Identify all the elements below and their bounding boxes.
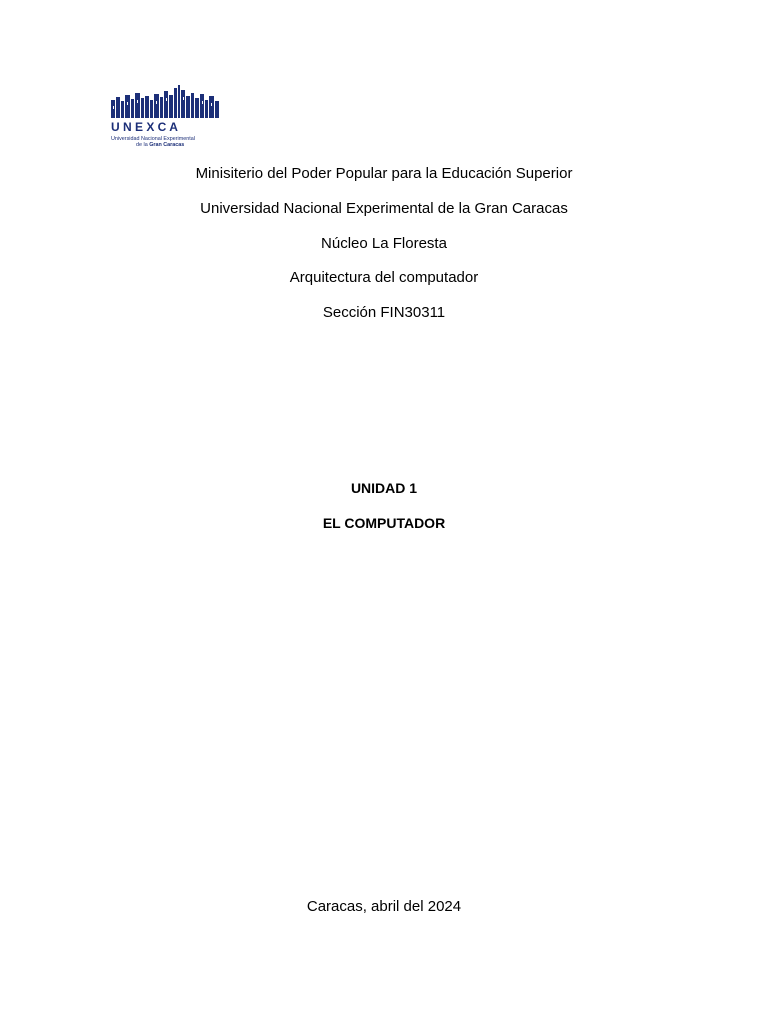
ministry-line: Minisiterio del Poder Popular para la Educación Superior — [195, 165, 573, 182]
campus-line: Núcleo La Floresta — [321, 235, 447, 252]
place-date-footer: Caracas, abril del 2024 — [306, 898, 462, 915]
topic-title: EL COMPUTADOR — [322, 515, 446, 531]
course-line: Arquitectura del computador — [289, 269, 479, 286]
unexca-logo — [111, 84, 223, 150]
logo-subtitle-line2: de la Gran Caracas — [136, 142, 185, 148]
logo-wordmark: U N E X C A — [111, 120, 178, 134]
university-line: Universidad Nacional Experimental de la Gran Caracas — [200, 200, 568, 217]
unit-title: UNIDAD 1 — [350, 480, 418, 496]
skyline-logo-icon — [111, 84, 223, 150]
section-line: Sección FIN30311 — [322, 304, 446, 321]
logo-subtitle-line1: Universidad Nacional Experimental — [111, 136, 195, 142]
